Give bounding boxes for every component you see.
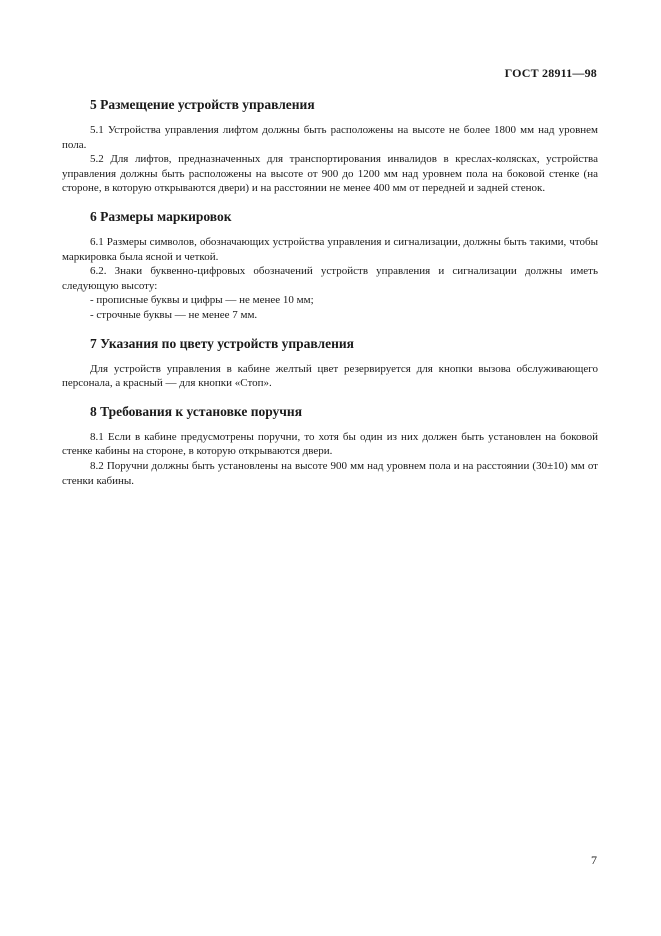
paragraph-8-1: 8.1 Если в кабине предусмотрены поручни, то хотя бы один из них должен быть установлен на боковой стенке кабины на стороне, в которую открываются двери. [62,430,598,458]
section-6-title: 6 Размеры маркировок [90,208,232,224]
page-number: 7 [591,853,597,867]
section-8-title: 8 Требования к установке поручня [90,403,302,419]
paragraph-5-2: 5.2 Для лифтов, предназначенных для транспортирования инвалидов в креслах-колясках, устройства управления должны быть расположены на высоте от 900 до 1200 мм над уровнем пола на боковой стенке (на стороне, в которую открываются двери) и на расстоянии не менее 400 мм от передней и задней стенок. [62,153,598,195]
section-6 [62,208,598,323]
list-item-lowercase: - строчные буквы — не менее 7 мм. [90,308,258,321]
paragraph-8-2: 8.2 Поручни должны быть установлены на высоте 900 мм над уровнем пола и на расстоянии (30±10) мм от стенки кабины. [62,459,598,487]
section-5-title: 5 Размещение устройств управления [90,97,315,112]
paragraph-6-1: 6.1 Размеры символов, обозначающих устройства управления и сигнализации, должны быть такими, чтобы маркировка была ясной и четкой. [62,235,598,263]
section-8 [62,403,598,488]
page-body [62,96,598,488]
paragraph-7-1: Для устройств управления в кабине желтый цвет резервируется для кнопки вызова обслуживающего персонала, а красный — для кнопки «Стоп». [62,362,598,390]
document-code: ГОСТ 28911—98 [504,66,597,80]
paragraph-6-2: 6.2. Знаки буквенно-цифровых обозначений устройств управления и сигнализации должны иметь следующую высоту: [62,265,598,292]
paragraph-5-1: 5.1 Устройства управления лифтом должны быть расположены на высоте не более 1800 мм над уровнем пола. [62,124,598,151]
section-7-title: 7 Указания по цвету устройств управления [90,335,354,351]
section-7 [62,335,598,391]
section-5 [62,96,598,196]
list-item-uppercase: - прописные буквы и цифры — не менее 10 мм; [90,294,314,307]
